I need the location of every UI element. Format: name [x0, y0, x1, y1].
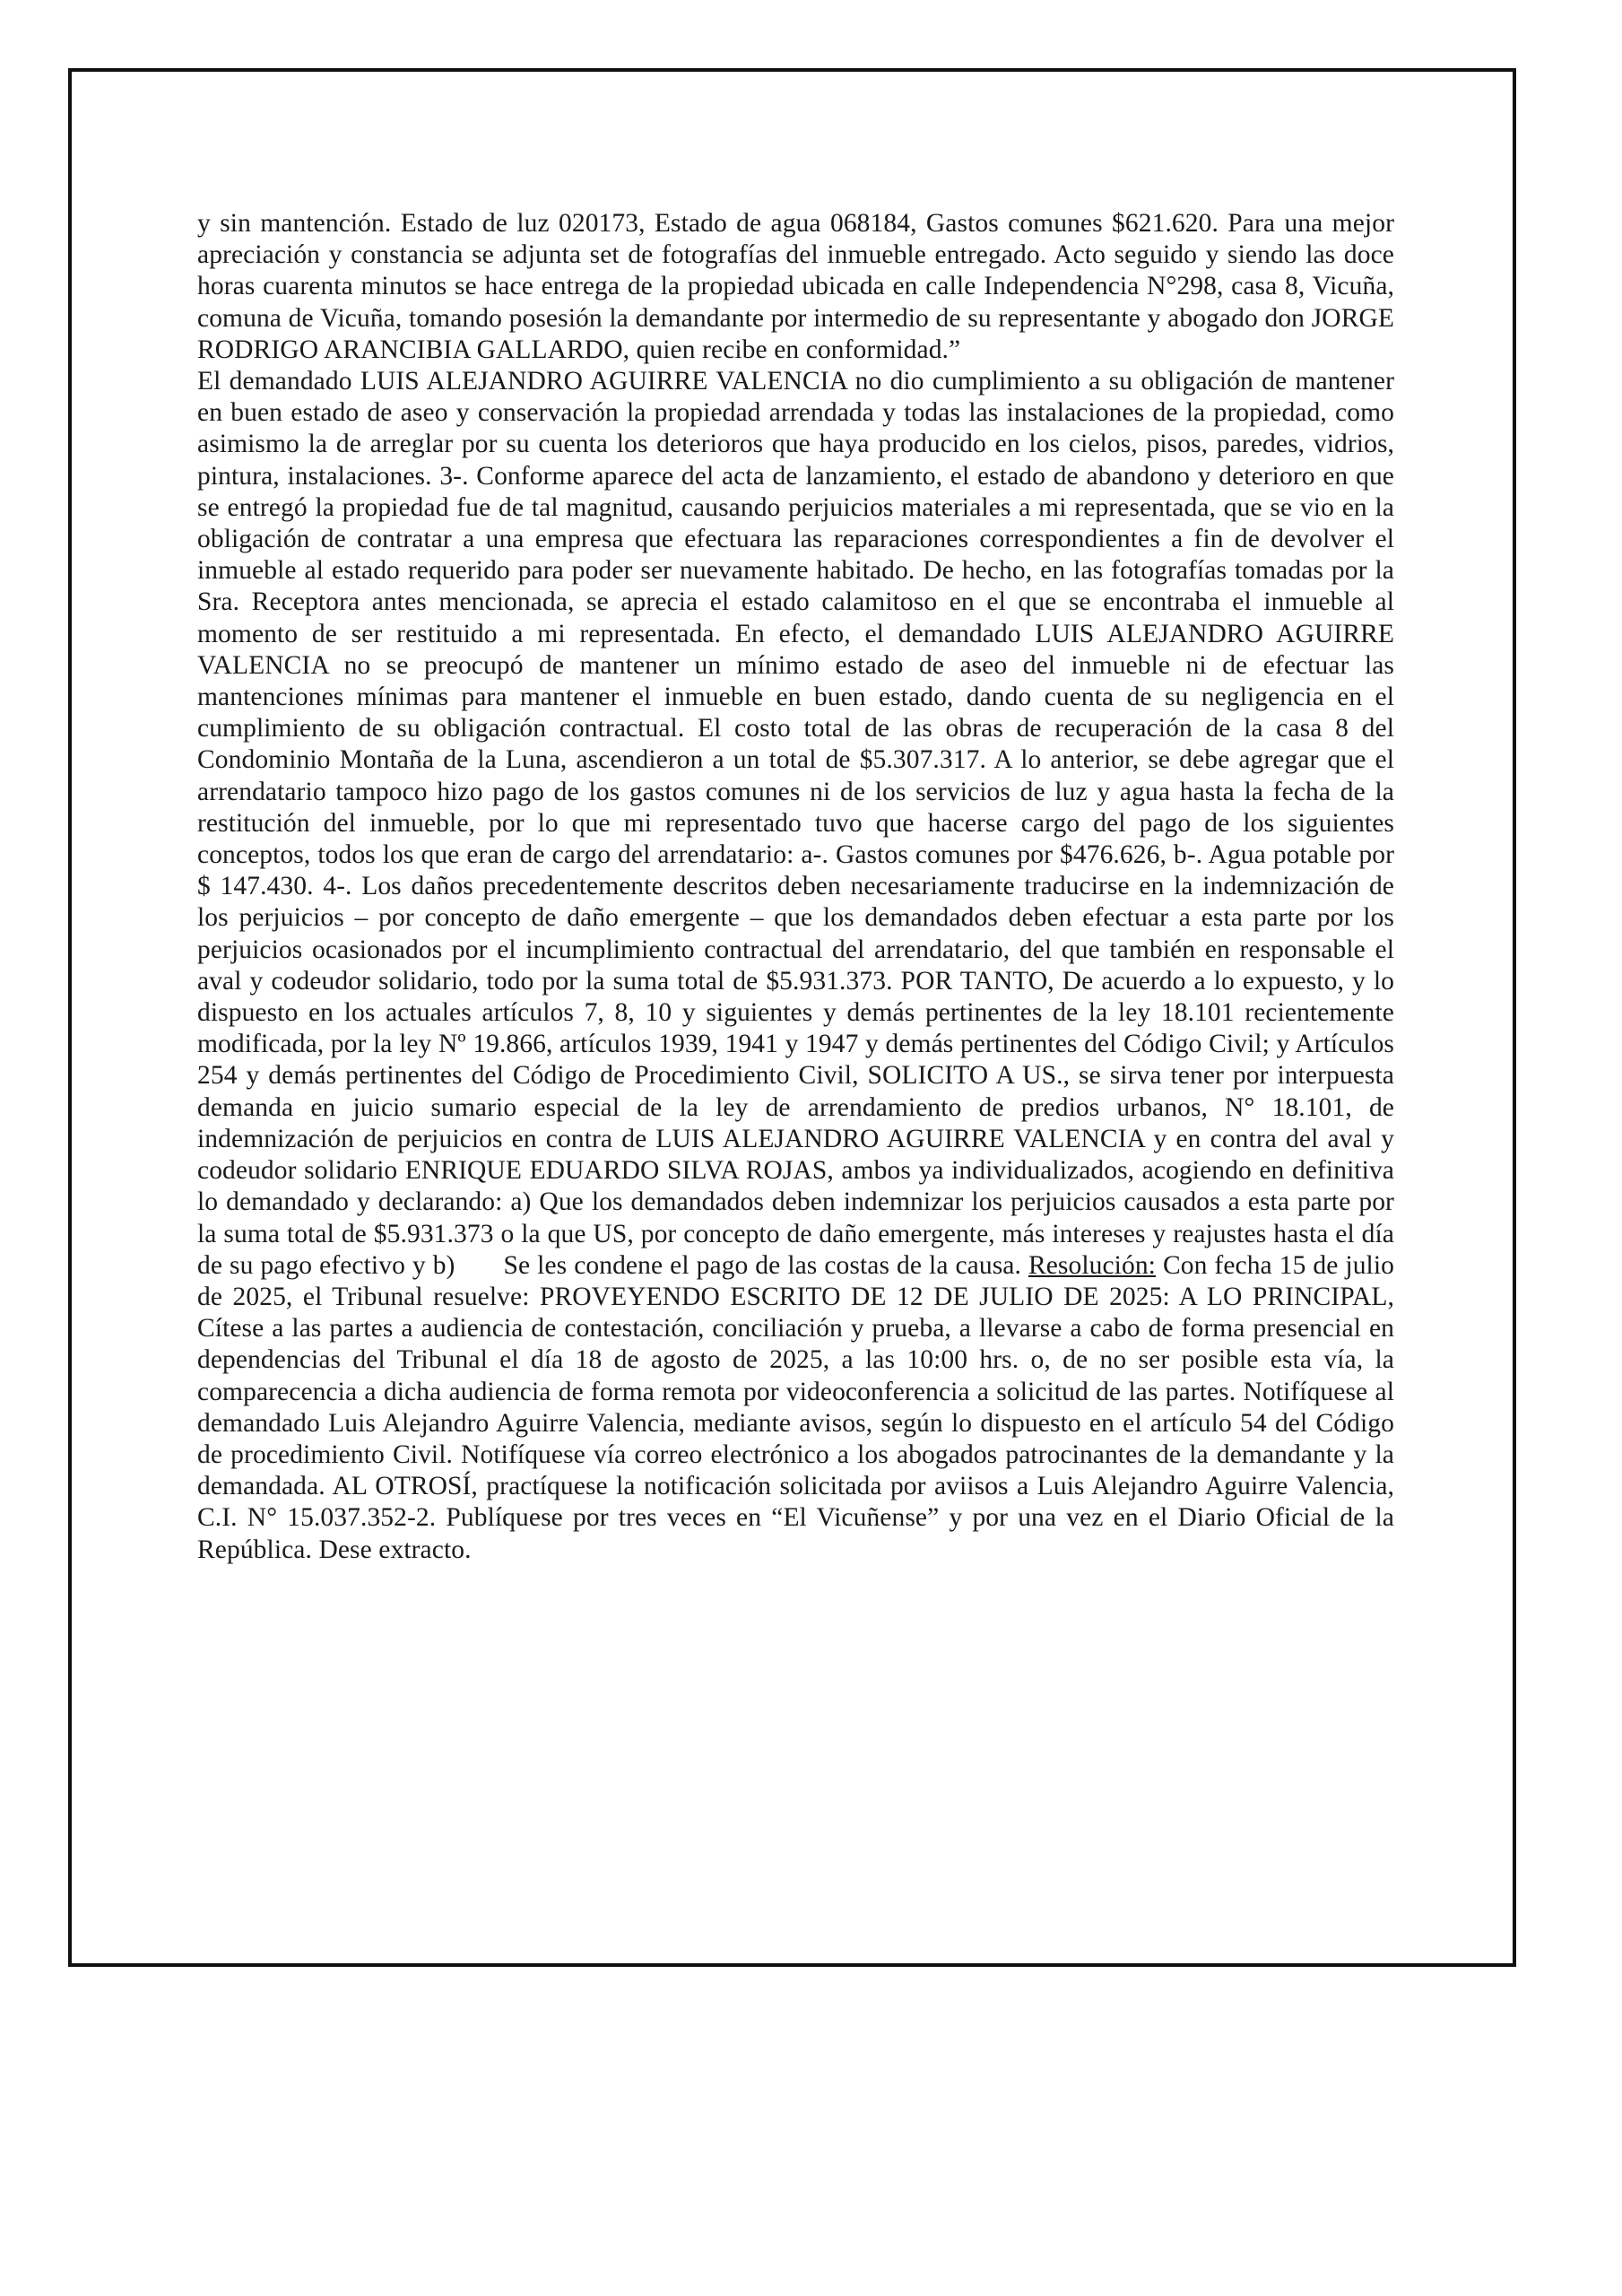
resolution-label: Resolución: — [1028, 1250, 1156, 1280]
paragraph-lanzamiento-acta: y sin mantención. Estado de luz 020173, Estado de agua 068184, Gastos comunes $621.620. Para una mejor apreciación y constancia se adjunta set de fotografías del inmueble entregado. Acto seguido y siendo las doce horas cuarenta minutos se hace entrega de la propiedad ubicada en calle Independencia N°298, casa 8, Vicuña, comuna de Vicuña, tomando posesión la demandante por intermedio de su representante y abogado don JORGE RODRIGO ARANCIBIA GALLARDO, quien recibe en conformidad.” — [197, 209, 1394, 364]
paragraph-costas-text: Se les condene el pago de las costas de la causa. — [503, 1250, 1021, 1280]
paragraph-resolucion-text: Con fecha 15 de julio de 2025, el Tribunal resuelve: PROVEYENDO ESCRITO DE 12 DE JULIO DE 2025: A LO PRINCIPAL, Cítese a las partes a audiencia de contestación, conciliación y prueba, a llevarse a cabo de forma presencial en dependencias del Tribunal el día 18 de agosto de 2025, a las 10:00 hrs. o, de no ser posible esta vía, la comparecencia a dicha audiencia de forma remota por videoconferencia a solicitud de las partes. Notifíquese al demandado Luis Alejandro Aguirre Valencia, mediante avisos, según lo dispuesto en el artículo 54 del Código de procedimiento Civil. Notifíquese vía correo electrónico a los abogados patrocinantes de la demandante y la demandada. AL OTROSÍ, practíquese la notificación solicitada por aviisos a Luis Alejandro Aguirre Valencia, C.I. N° 15.037.352-2. Publíquese por tres veces en “El Vicuñense” y por una vez en el Diario Oficial de la República. Dese extracto. — [197, 1250, 1394, 1564]
paragraph-demanda — [197, 366, 1394, 1566]
paragraph-demanda-text: El demandado LUIS ALEJANDRO AGUIRRE VALENCIA no dio cumplimiento a su obligación de mantener en buen estado de aseo y conservación la propiedad arrendada y todas las instalaciones de la propiedad, como asimismo la de arreglar por su cuenta los deterioros que haya producido en los cielos, pisos, paredes, vidrios, pintura, instalaciones. 3-. Conforme aparece del acta de lanzamiento, el estado de abandono y deterioro en que se entregó la propiedad fue de tal magnitud, causando perjuicios materiales a mi representada, que se vio en la obligación de contratar a una empresa que efectuara las reparaciones correspondientes a fin de devolver el inmueble al estado requerido para poder ser nuevamente habitado. De hecho, en las fotografías tomadas por la Sra. Receptora antes mencionada, se aprecia el estado calamitoso en el que se encontraba el inmueble al momento de ser restituido a mi representada. En efecto, el demandado LUIS ALEJANDRO AGUIRRE VALENCIA no se preocupó de mantener un mínimo estado de aseo del inmueble ni de efectuar las mantenciones mínimas para mantener el inmueble en buen estado, dando cuenta de su negligencia en el cumplimiento de su obligación contractual. El costo total de las obras de recuperación de la casa 8 del Condominio Montaña de la Luna, ascendieron a un total de $5.307.317. A lo anterior, se debe agregar que el arrendatario tampoco hizo pago de los gastos comunes ni de los servicios de luz y agua hasta la fecha de la restitución del inmueble, por lo que mi representado tuvo que hacerse cargo del pago de los siguientes conceptos, todos los que eran de cargo del arrendatario: a-. Gastos comunes por $476.626, b-. Agua potable por $ 147.430. 4-. Los daños precedentemente descritos deben necesariamente traducirse en la indemnización de los perjuicios – por concepto de daño emergente – que los demandados deben efectuar a esta parte por los perjuicios ocasionados por el incumplimiento contractual del arrendatario, del que también en responsable el aval y codeudor solidario, todo por la suma total de $5.931.373. POR TANTO, De acuerdo a lo expuesto, y lo dispuesto en los actuales artículos 7, 8, 10 y siguientes y demás pertinentes de la ley 18.101 recientemente modificada, por la ley Nº 19.866, artículos 1939, 1941 y 1947 y demás pertinentes del Código Civil; y Artículos 254 y demás pertinentes del Código de Procedimiento Civil, SOLICITO A US., se sirva tener por interpuesta demanda en juicio sumario especial de la ley de arrendamiento de predios urbanos, N° 18.101, de indemnización de perjuicios en contra de LUIS ALEJANDRO AGUIRRE VALENCIA y en contra del aval y codeudor solidario ENRIQUE EDUARDO SILVA ROJAS, ambos ya individualizados, acogiendo en definitiva lo demandado y declarando: a) Que los demandados deben indemnizar los perjuicios causados a esta parte por la suma total de $5.931.373 o la que US, por concepto de daño emergente, más intereses y reajustes hasta el día de su pago efectivo y b) — [197, 367, 1394, 1280]
document-body — [197, 208, 1394, 1566]
